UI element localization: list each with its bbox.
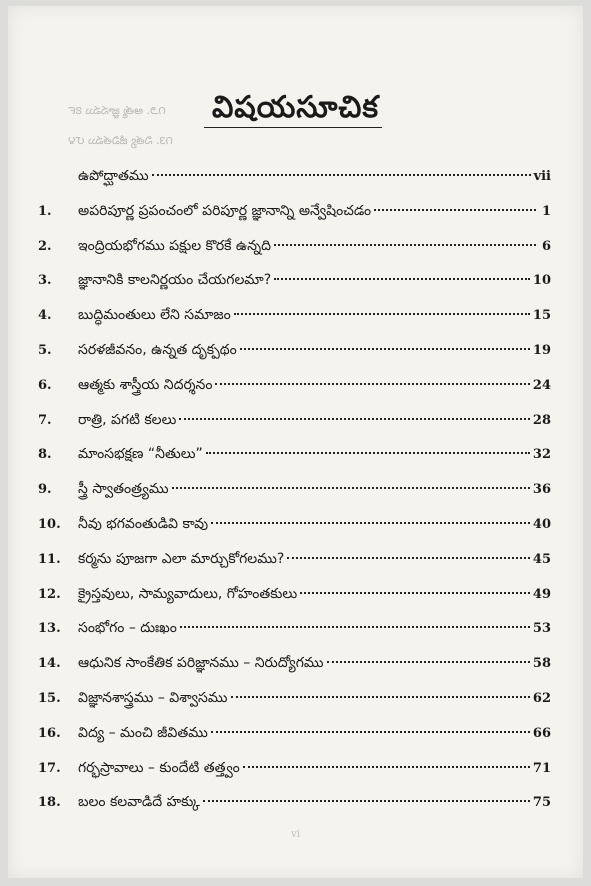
toc-entry-number: 2. <box>38 238 52 254</box>
dot-leader <box>274 278 530 280</box>
toc-entry-title: విజ్ఞానశాస్త్రము – విశ్వాసము <box>78 689 228 706</box>
toc-entry-number: 14. <box>38 656 61 672</box>
toc-entry-title: విద్య – మంచి జీవితము <box>78 724 208 741</box>
toc-entry <box>38 690 551 725</box>
dot-leader <box>152 174 531 176</box>
dot-leader <box>374 209 536 211</box>
toc-entry-page: 24 <box>532 377 551 393</box>
toc-entry-page: 15 <box>532 308 551 324</box>
show-through-text: ౧౩. నిత్య జీవితము ౮౪ <box>68 134 173 147</box>
toc-entry <box>38 412 551 447</box>
toc-entry-title: జ్ఞానానికి కాలనిర్ణయం చేయగలమా? <box>78 272 272 289</box>
toc-entry <box>38 342 551 377</box>
toc-entry-number: 15. <box>38 690 61 706</box>
toc-entry-title: బుద్ధిమంతులు లేని సమాజం <box>78 307 231 324</box>
dot-leader <box>327 661 530 663</box>
toc-entry-number: 8. <box>38 447 52 463</box>
toc-entry-title: అపరిపూర్ణ ప్రపంచంలో పరిపూర్ణ జ్ఞానాన్ని అన్వేషించడం <box>78 202 372 219</box>
dot-leader <box>180 626 530 628</box>
toc-entry-number: 7. <box>38 412 52 428</box>
toc-entry-number: 10. <box>38 516 61 532</box>
toc-entry-title: బలం కలవాడిదే హక్కు <box>78 794 200 811</box>
page-title: విషయసూచిక <box>211 90 380 125</box>
toc-entry-title: సంభోగం – దుఃఖం <box>78 620 177 637</box>
toc-entry-page: 28 <box>532 412 551 428</box>
toc-entry-title: సరళజీవనం, ఉన్నత దృక్పథం <box>78 341 237 358</box>
toc-entry <box>38 481 551 516</box>
toc-entry-number: 3. <box>38 273 52 289</box>
toc-entry <box>38 168 551 203</box>
toc-entry-number: 5. <box>38 342 52 358</box>
dot-leader <box>206 452 530 454</box>
toc-entry-page: 40 <box>532 516 551 532</box>
dot-leader <box>203 800 530 802</box>
toc-entry <box>38 586 551 621</box>
toc-entry-number: 1. <box>38 203 52 219</box>
toc-entry <box>38 655 551 690</box>
toc-entry-page: 36 <box>532 482 551 498</box>
toc-entry-number: 4. <box>38 308 52 324</box>
title-underline <box>204 127 382 128</box>
table-of-contents <box>38 168 551 829</box>
toc-entry-page: 19 <box>532 342 551 358</box>
dot-leader <box>231 696 530 698</box>
toc-entry-title: ఇంద్రియభోగము పక్షుల కొరకే ఉన్నది <box>78 237 271 254</box>
toc-entry <box>38 760 551 795</box>
toc-entry <box>38 203 551 238</box>
toc-entry-page: 66 <box>532 725 551 741</box>
dot-leader <box>274 244 536 246</box>
toc-entry-page: 45 <box>532 551 551 567</box>
toc-entry <box>38 377 551 412</box>
toc-entry-page: 62 <box>532 690 551 706</box>
toc-entry-page: 75 <box>532 795 551 811</box>
toc-entry <box>38 516 551 551</box>
page-footer-mark: vi <box>291 829 300 840</box>
show-through-text: ౧౨. ఆత్మ జ్ఞానము ౭౯ <box>68 104 166 117</box>
toc-entry-title: స్త్రీ స్వాతంత్ర్యము <box>78 481 169 498</box>
toc-entry <box>38 238 551 273</box>
dot-leader <box>215 383 529 385</box>
dot-leader <box>243 766 530 768</box>
dot-leader <box>234 313 530 315</box>
toc-entry-number: 18. <box>38 795 61 811</box>
dot-leader <box>211 522 530 524</box>
dot-leader <box>211 731 530 733</box>
toc-entry-number: 17. <box>38 760 61 776</box>
toc-entry-title: కర్మను పూజగా ఎలా మార్చుకోగలము? <box>78 550 285 567</box>
toc-entry-number: 6. <box>38 377 52 393</box>
toc-entry <box>38 307 551 342</box>
dot-leader <box>179 418 530 420</box>
toc-entry <box>38 794 551 829</box>
toc-entry-number: 9. <box>38 482 52 498</box>
toc-entry-title: క్రైస్తవులు, సామ్యవాదులు, గోహంతకులు <box>78 585 298 602</box>
dot-leader <box>300 592 530 594</box>
toc-entry-page: 10 <box>532 273 551 289</box>
toc-entry-title: ఆధునిక సాంకేతిక పరిజ్ఞానము – నిరుద్యోగము <box>78 655 324 672</box>
toc-entry-title: ఉపోద్ఘాతము <box>78 168 149 184</box>
toc-entry-title: గర్భస్రావాలు – కుందేటి తత్త్వం <box>78 759 240 776</box>
toc-entry-page: 32 <box>532 447 551 463</box>
toc-entry-page: 71 <box>532 760 551 776</box>
toc-entry-page: 1 <box>541 203 551 219</box>
toc-entry-page: 6 <box>541 238 551 254</box>
toc-entry <box>38 272 551 307</box>
toc-entry-title: నీవు భగవంతుడివి కావు <box>78 515 209 532</box>
toc-entry-page: 49 <box>532 586 551 602</box>
toc-entry <box>38 446 551 481</box>
toc-entry-number: 16. <box>38 725 61 741</box>
toc-entry-number: 11. <box>38 551 61 567</box>
toc-entry <box>38 551 551 586</box>
toc-entry-page: vii <box>533 169 551 184</box>
toc-entry <box>38 620 551 655</box>
dot-leader <box>240 348 530 350</box>
toc-entry-number: 12. <box>38 586 61 602</box>
toc-entry <box>38 725 551 760</box>
toc-entry-title: ఆత్మకు శాస్త్రీయ నిదర్శనం <box>78 376 213 393</box>
toc-entry-title: మాంసభక్షణ “నీతులు” <box>78 446 203 463</box>
toc-entry-page: 58 <box>532 656 551 672</box>
book-page <box>8 6 583 878</box>
dot-leader <box>172 487 530 489</box>
dot-leader <box>287 557 530 559</box>
toc-entry-page: 53 <box>532 621 551 637</box>
toc-entry-title: రాత్రి, పగటి కలలు <box>78 411 177 428</box>
toc-entry-number: 13. <box>38 621 61 637</box>
